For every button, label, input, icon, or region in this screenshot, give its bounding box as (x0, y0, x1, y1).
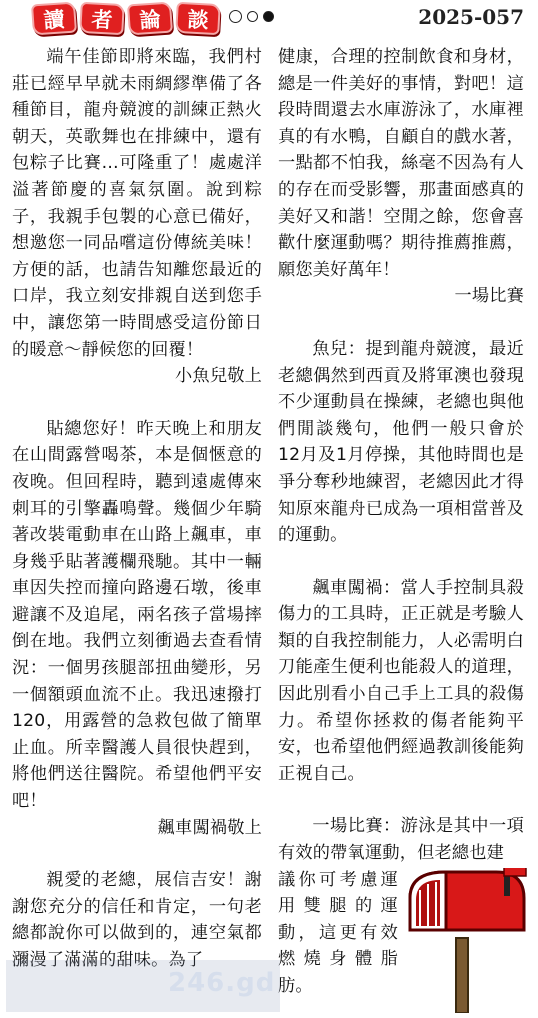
signature-xiaoyuer: 小魚兒敬上 (175, 366, 262, 387)
letter-swimming-start: 親愛的老總，展信吉安！謝謝您充分的信任和肯定，一句老總都說你可以做到的，連空氣都瀰漫了滿滿的甜味。為了 (12, 870, 262, 970)
title-tile-4: 談 (175, 2, 221, 35)
letter-street-racing: 貼總您好！昨天晚上和朋友在山間露營喝茶，本是個愜意的夜晚。但回程時，聽到遠處傳來刺耳的引擎轟鳴聲。幾個少年騎著改裝電動車在山路上飆車，車身幾乎貼著護欄飛馳。其中一輛車因失控而撞向路邊石墩，後車避讓不及追尾，兩名孩子當場摔倒在地。我們立刻衝過去查看情況：一個男孩腿部扭曲變形，另一個額頭血流不止。我迅速撥打120，用露營的急救包做了簡單止血。所幸醫護人員很快趕到，將他們送往醫院。希望他們平安吧！ (12, 418, 262, 812)
issue-number: 2025-057 (418, 5, 524, 29)
reply-dragon-boat: 魚兒：提到龍舟競渡，最近老總偶然到西貢及將軍澳也發現不少運動員在操練，老總也與他們閒談幾句，他們一般只會於12月及1月停操，其他時間也是爭分奪秒地練習，老總因此才得知原來龍舟已成為一項相當普及的運動。 (278, 338, 524, 546)
signature-racing: 飆車闖禍敬上 (157, 817, 262, 838)
reply-swimming-b: 議你可考慮運用雙腿的運動，這更有效燃燒身體脂肪。 (278, 869, 398, 996)
column-title (32, 3, 220, 34)
title-tile-1: 讀 (31, 2, 77, 36)
mailbox-icon (400, 868, 530, 1013)
hollow-circle-icon (229, 10, 242, 23)
letter-dragon-boat: 端午佳節即將來臨，我們村莊已經早早就未雨綢繆準備了各種節目，龍舟競渡的訓練正熱火朝天，英歌舞也在排練中，還有包粽子比賽…可隆重了！處處洋溢著節慶的喜氣氛圍。說到粽子，我親手包製的心意已備好，想邀您一同品嚐這份傳統美味！方便的話，也請告知離您最近的口岸，我立刻安排親自送到您手中，讓您第一時間感受這份節日的暖意～靜候您的回覆！ (12, 47, 262, 360)
watermark-text: 246.gd (168, 968, 276, 998)
title-tile-3: 論 (127, 2, 173, 36)
reply-street-racing: 飆車闖禍：當人手控制具殺傷力的工具時，正正就是考驗人類的自我控制能力，人必需明白刀能產生便利也能殺人的道理，因此別看小自己手上工具的殺傷力。希望你拯救的傷者能夠平安，也希望他們經過教訓後能夠正視自己。 (278, 577, 524, 784)
letter-swimming-cont: 健康，合理的控制飲食和身材，總是一件美好的事情，對吧！這段時間還去水庫游泳了，水庫裡真的有水鴨，自顧自的戲水著，一點都不怕我，絲毫不因為有人的存在而受影響，那畫面感真的美好又和諧！空閒之餘，您會喜歡什麼運動嗎？期待推薦推薦，願您美好萬年！ (278, 47, 524, 280)
left-column (12, 44, 262, 974)
circle-dots-icon (229, 10, 274, 23)
right-column (278, 44, 524, 1000)
signature-yichangbisai: 一場比賽 (454, 286, 524, 307)
filled-circle-icon (263, 11, 274, 22)
hollow-circle-small-icon (247, 11, 258, 22)
reply-swimming-a: 一場比賽：游泳是其中一項有效的帶氧運動，但老總也建 (278, 816, 524, 864)
column-header (0, 0, 538, 38)
title-tile-2: 者 (79, 2, 125, 35)
